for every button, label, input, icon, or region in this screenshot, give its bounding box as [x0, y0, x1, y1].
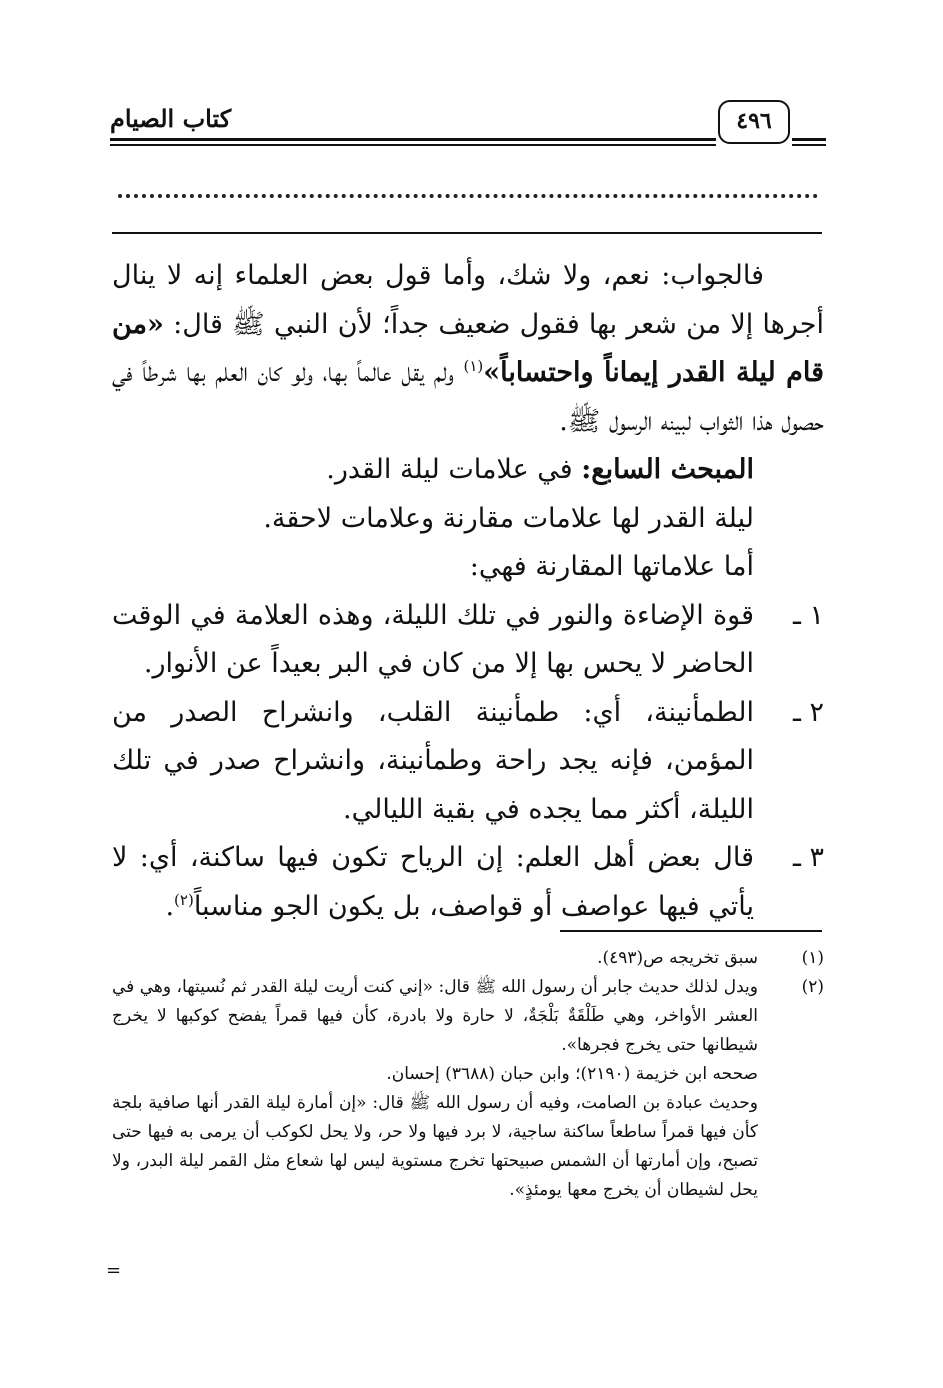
- section-heading-line: [112, 446, 824, 495]
- footnote-ref-1: (١): [463, 357, 484, 375]
- header-rule-right: [792, 138, 826, 141]
- footnotes: [112, 944, 824, 1205]
- footnote: [112, 944, 824, 973]
- list-number: ٢ ـ: [792, 696, 824, 728]
- page-number: ٤٩٦: [718, 100, 790, 144]
- list-item-text: قوة الإضاءة والنور في تلك الليلة، وهذه العلامة في الوقت الحاضر لا يحس بها إلا من كان في البر بعيداً عن الأنوار.: [112, 599, 754, 679]
- section-heading-rest: في علامات ليلة القدر.: [326, 454, 582, 485]
- footnote-rule: [560, 930, 822, 932]
- footnote-continuation: صححه ابن خزيمة (٢١٩٠)؛ وابن حبان (٣٦٨٨) إحسان.: [386, 1064, 758, 1084]
- continuation-mark: =: [106, 1260, 122, 1281]
- intro-line: ليلة القدر لها علامات مقارنة وعلامات لاحقة.: [263, 502, 754, 534]
- answer-paragraph: [112, 252, 824, 446]
- list-item-text: قال بعض أهل العلم: إن الرياح تكون فيها ساكنة، أي: لا يأتي فيها عواصف أو قواصف، بل يكون الجو مناسباً: [112, 842, 754, 922]
- footnote-text: سبق تخريجه ص(٤٩٣).: [597, 948, 758, 968]
- header-rule-right-thin: [792, 144, 826, 146]
- text-top-rule: [112, 232, 822, 234]
- answer-text-start: فالجواب: نعم، ولا شك، وأما قول بعض العلماء إنه لا ينال أجرها إلا من شعر بها فقول ضعيف جداً؛ لأن النبي ﷺ قال:: [112, 260, 824, 340]
- footnote-number: (٢): [801, 977, 824, 997]
- list-item: [112, 834, 824, 931]
- list-item: [112, 592, 824, 689]
- list-item-text: الطمأنينة، أي: طمأنينة القلب، وانشراح الصدر من المؤمن، فإنه يجد راحة وطمأنينة، وانشراح صدر في تلك الليلة، أكثر مما يجده في بقية الليالي.: [112, 696, 754, 825]
- hadith-quote: «من قام ليلة القدر إيماناً واحتساباً»: [112, 308, 824, 388]
- intro-line-2: أما علاماتها المقارنة فهي:: [469, 551, 754, 582]
- book-title: كتاب الصيام: [110, 104, 232, 133]
- footnote-ref-2: (٢): [174, 890, 194, 909]
- header-rule: [110, 138, 716, 141]
- footnote-continuation: وحديث عبادة بن الصامت، وفيه أن رسول الله ﷺ قال: «إن أمارة ليلة القدر أنها صافية بلجة كأن فيها قمراً ساطعاً ساكنة ساجية، لا برد فيها ولا حر، ولا يحل لكوكب أن يرمى به فيها حتى تصبح، وإن أمارتها أن الشمس صبيحتها تخرج مستوية ليس لها شعاع مثل القمر ليلة البدر، ولا يحل لشيطان أن يخرج معها يومئذٍ».: [112, 1093, 758, 1200]
- page-header: [110, 100, 826, 152]
- footnote-number: (١): [801, 948, 824, 968]
- section-heading: المبحث السابع:: [581, 454, 754, 485]
- header-rule-thin: [110, 144, 716, 146]
- footnote: [112, 973, 824, 1060]
- list-item-end: .: [165, 890, 175, 922]
- main-text: [112, 252, 824, 931]
- dotted-separator: [118, 186, 818, 198]
- answer-text-end: ولم يقل عالماً بها، ولو كان العلم بها شرطاً في حصول هذا الثواب لبينه الرسول ﷺ.: [112, 357, 824, 437]
- list-number: ٣ ـ: [792, 842, 824, 873]
- footnote-text: ويدل لذلك حديث جابر أن رسول الله ﷺ قال: «إني كنت أريت ليلة القدر ثم نُسيتها، وهي في العشر الأواخر، وهي طَلْقَةٌ بَلْجَةٌ، لا حارة ولا بادرة، كأن فيها قمراً يفضح كوكبها لا يخرج شيطانها حتى يخرج فجرها».: [112, 977, 758, 1055]
- list-number: ١ ـ: [792, 599, 824, 631]
- list-item: [112, 689, 824, 835]
